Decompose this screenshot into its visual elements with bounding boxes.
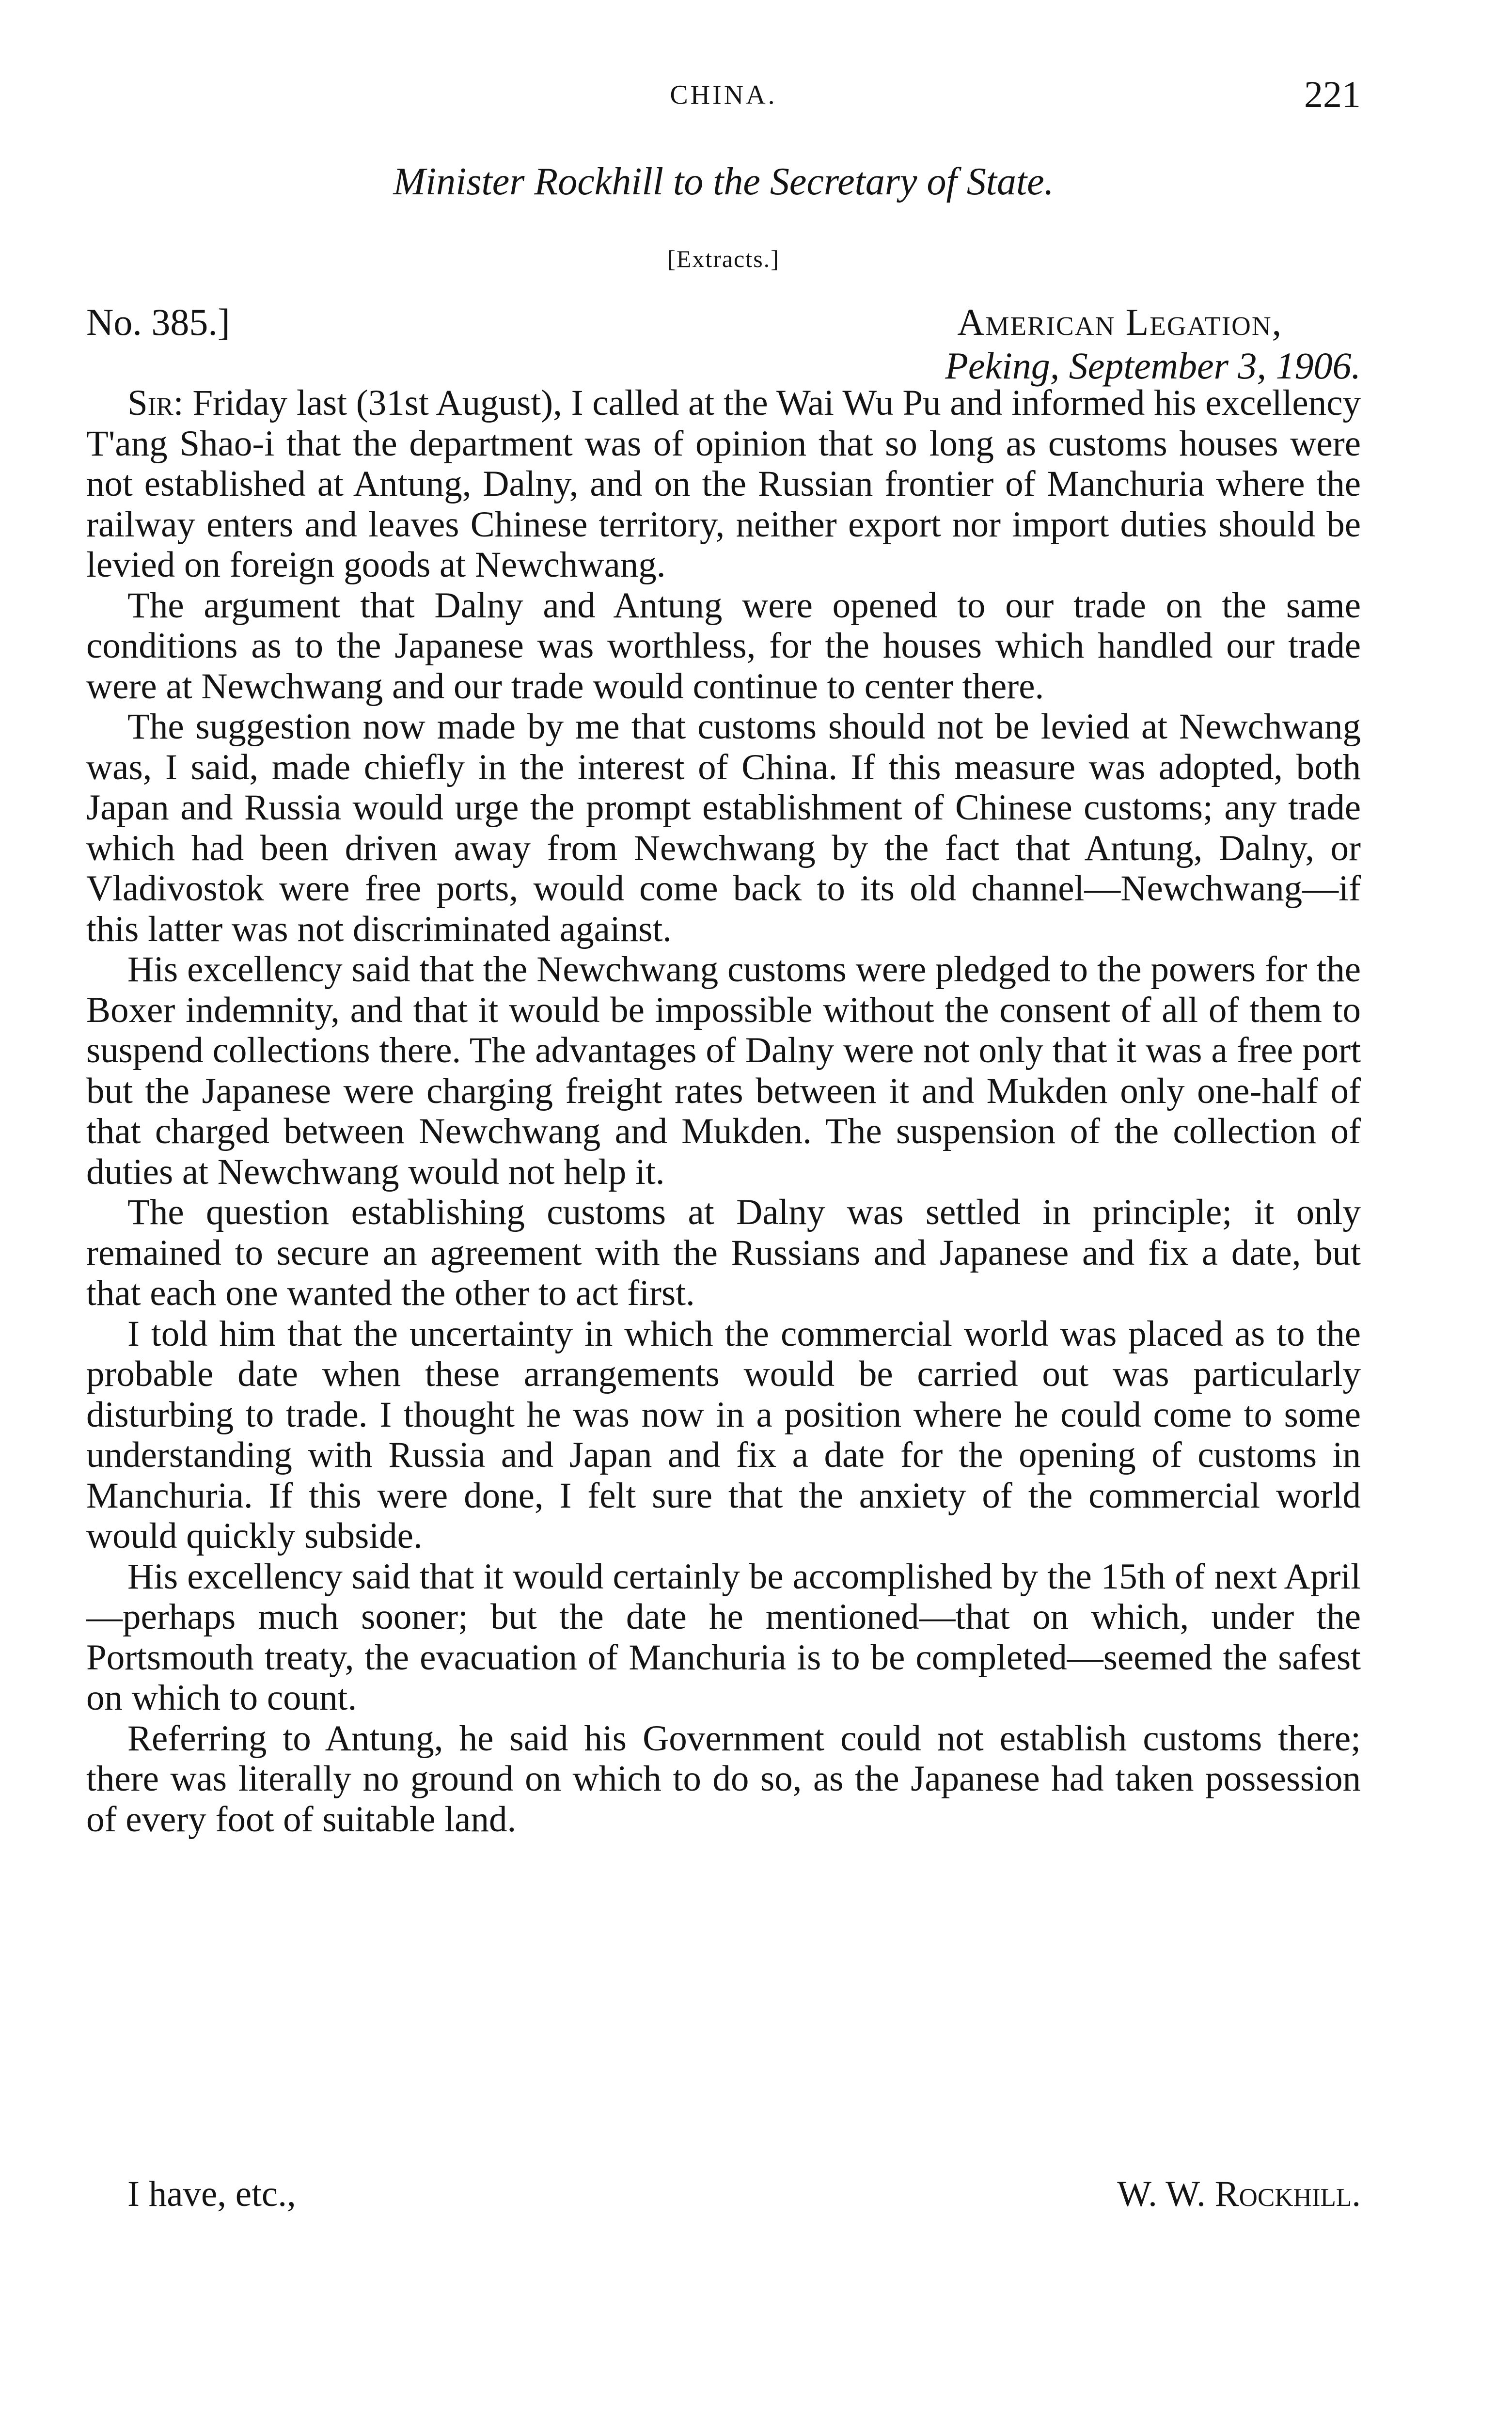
paragraph: The argument that Dalny and Antung were opened to our trade on the same conditions as to the Japanese was worthless, for the houses which handled our trade were at Newchwang and our trade would continue to center there. xyxy=(86,585,1361,707)
dateline xyxy=(945,300,1361,388)
paragraph: The question establishing customs at Dalny was settled in principle; it only remained to secure an agreement with the Russians and Japanese and fix a date, but that each one wanted the other to act first. xyxy=(86,1192,1361,1313)
signature-initials: W. W. xyxy=(1117,2174,1206,2214)
extracts-note: [Extracts.] xyxy=(667,245,780,272)
closing: I have, etc., xyxy=(127,2174,296,2214)
paragraph: His excellency said that the Newchwang customs were pledged to the powers for the Boxer indemnity, and that it would be impossible without the consent of all of them to suspend collections there. The advantages of Dalny were not only that it was a free port but the Japanese were charging freight rates between it and Mukden only one-half of that charged between Newchwang and Mukden. The suspension of the collection of duties at Newchwang would not help it. xyxy=(86,949,1361,1192)
paragraph: The suggestion now made by me that customs should not be levied at Newchwang was, I said, made chiefly in the interest of China. If this measure was adopted, both Japan and Russia would urge the prompt establishment of Chinese customs; any trade which had been driven away from Newchwang by the fact that Antung, Dalny, or Vladivostok were free ports, would come back to its old channel—Newchwang—if this latter was not discriminated against. xyxy=(86,707,1361,949)
paragraph: His excellency said that it would certainly be accomplished by the 15th of next April—perhaps much sooner; but the date he mentioned—that on which, under the Portsmouth treaty, the evacuation of Manchuria is to be completed—seemed the safest on which to count. xyxy=(86,1556,1361,1718)
letter-body xyxy=(86,383,1361,1840)
dispatch-number: No. 385.] xyxy=(86,301,230,343)
paragraph: I told him that the uncertainty in which the commercial world was placed as to the probable date when these arrangements would be carried out was particularly disturbing to trade. I thought he was now in a position where he could come to some understanding with Russia and Japan and fix a date for the opening of customs in Manchuria. If this were done, I felt sure that the anxiety of the commercial world would quickly subside. xyxy=(86,1313,1361,1556)
legation-name: American Legation, xyxy=(957,301,1283,343)
document-heading: Minister Rockhill to the Secretary of State. xyxy=(393,160,1054,203)
salutation: Sir: xyxy=(127,383,184,423)
paragraph xyxy=(86,383,1361,585)
signature xyxy=(1117,2173,1361,2215)
paragraph: Referring to Antung, he said his Government could not establish customs there; there was literally no ground on which to do so, as the Japanese had taken possession of every foot of suitable land. xyxy=(86,1718,1361,1840)
signature-surname: Rockhill. xyxy=(1214,2174,1361,2214)
running-title: CHINA. xyxy=(670,80,777,110)
paragraph-text: Friday last (31st August), I called at the Wai Wu Pu and informed his excellency T'ang Shao-i that the department was of opinion that so long as customs houses were not established at Antung, Dalny, and on the Russian frontier of Manchuria where the railway enters and leaves Chinese territory, neither export nor import duties should be levied on foreign goods at Newchwang. xyxy=(86,383,1361,585)
page-number: 221 xyxy=(1304,73,1361,115)
place-and-date: Peking, September 3, 1906. xyxy=(945,345,1361,387)
running-head xyxy=(86,73,1361,126)
